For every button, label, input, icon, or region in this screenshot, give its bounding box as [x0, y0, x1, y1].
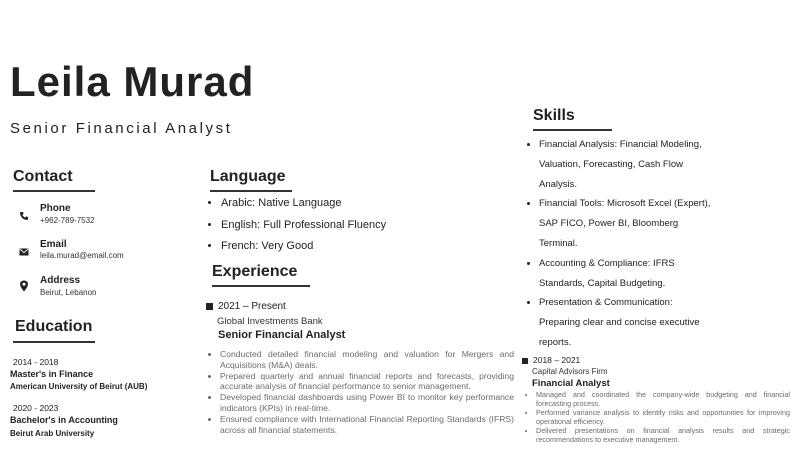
job-1-company: Global Investments Bank	[217, 316, 323, 327]
candidate-title: Senior Financial Analyst	[10, 120, 233, 137]
job-1-role: Senior Financial Analyst	[218, 329, 346, 341]
job-2-company: Capital Advisors Firm	[532, 367, 608, 376]
contact-address-label: Address	[40, 275, 81, 286]
job-bullet: • Ensured compliance with International Financial Reporting Standards (IFRS) across all financial statements.	[220, 414, 514, 436]
education-2-degree: Bachelor's in Accounting	[10, 415, 118, 425]
skills-list	[525, 135, 711, 353]
skills-heading: Skills	[533, 107, 575, 124]
education-2-dates: 2020 - 2023	[13, 403, 59, 413]
education-heading: Education	[15, 318, 93, 335]
candidate-name: Leila Murad	[10, 58, 255, 105]
education-divider	[13, 341, 95, 343]
job-2-role: Financial Analyst	[532, 378, 610, 389]
experience-heading: Experience	[212, 263, 298, 280]
job-2-dates: 2018 – 2021	[522, 355, 580, 365]
language-divider	[210, 190, 292, 192]
job-bullet: • Delivered presentations on financial analysis results and strategic recommendations to executive management.	[536, 427, 790, 445]
education-1-school: American University of Beirut (AUB)	[10, 382, 148, 391]
language-item: • Arabic: Native Language	[221, 193, 471, 215]
skill-item: • Presentation & Communication: Preparing clear and concise executive reports.	[539, 293, 711, 352]
job-bullet: • Conducted detailed financial modeling and valuation for Mergers and Acquisitions (M&A) deals.	[220, 349, 514, 371]
language-list	[207, 193, 471, 258]
square-bullet-icon	[206, 303, 213, 310]
contact-address-value: Beirut, Lebanon	[40, 288, 97, 297]
experience-divider	[212, 285, 310, 287]
language-heading: Language	[210, 168, 286, 185]
language-item: • English: Full Professional Fluency	[221, 215, 471, 237]
contact-email-value: leila.murad@email.com	[40, 251, 124, 260]
location-icon	[18, 280, 30, 292]
skill-item: • Financial Tools: Microsoft Excel (Expert), SAP FICO, Power BI, Bloomberg Terminal.	[539, 194, 711, 253]
contact-divider	[13, 190, 95, 192]
skills-divider	[533, 129, 612, 131]
skill-item: • Financial Analysis: Financial Modeling, Valuation, Forecasting, Cash Flow Analysis.	[539, 135, 711, 194]
language-item: • French: Very Good	[221, 236, 471, 258]
job-2-bullets	[522, 391, 790, 444]
skill-item: • Accounting & Compliance: IFRS Standards, Capital Budgeting.	[539, 254, 711, 294]
email-icon	[18, 246, 30, 258]
contact-email-label: Email	[40, 239, 67, 250]
job-bullet: • Developed financial dashboards using Power BI to monitor key performance indicators (KPIs) in real-time.	[220, 392, 514, 414]
contact-heading: Contact	[13, 168, 73, 185]
job-bullet: • Performed variance analysis to identify risks and opportunities for improving operational efficiency.	[536, 409, 790, 427]
education-1-degree: Master's in Finance	[10, 369, 94, 379]
job-1-bullets	[206, 349, 514, 435]
square-bullet-icon	[522, 358, 528, 364]
job-bullet: • Prepared quarterly and annual financial reports and forecasts, providing accurate analysis of financial performance to senior management.	[220, 371, 514, 393]
job-1-dates: 2021 – Present	[206, 301, 286, 312]
job-bullet: • Managed and coordinated the company-wide budgeting and financial forecasting process.	[536, 391, 790, 409]
contact-phone-value: +962-789-7532	[40, 216, 95, 225]
phone-icon	[18, 210, 30, 222]
education-1-dates: 2014 - 2018	[13, 357, 59, 367]
contact-phone-label: Phone	[40, 203, 71, 214]
education-2-school: Beirut Arab University	[10, 429, 95, 438]
